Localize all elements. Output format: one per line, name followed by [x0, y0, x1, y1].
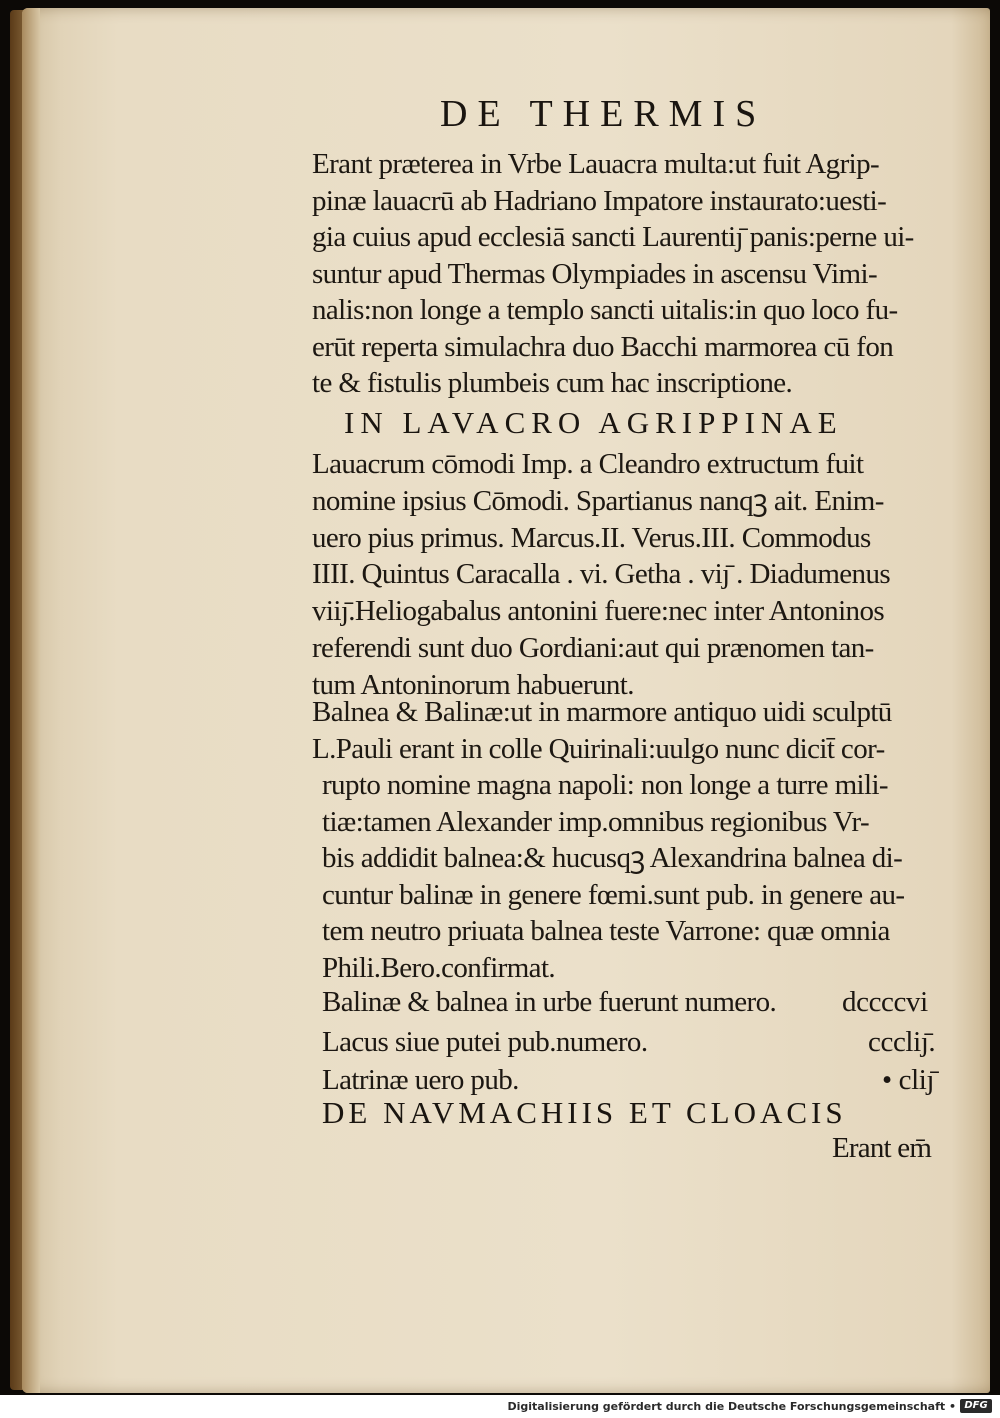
text-line: te & fistulis plumbeis cum hac inscriptione. — [312, 367, 793, 399]
text-line: L.Pauli erant in colle Quirinali:uulgo nunc dicit̄ cor- — [312, 732, 885, 765]
text-line: erūt reperta simulachra duo Bacchi marmorea cū fon — [312, 330, 894, 363]
count-label: Lacus siue putei pub.numero. — [322, 1026, 648, 1058]
text-line: Balnea & Balinæ:ut in marmore antiquo uidi sculptū — [312, 696, 892, 728]
text-line: Phili.Bero.confirmat. — [322, 951, 556, 984]
text-line: viiȷ̄.Heliogabalus antonini fuere:nec inter Antoninos — [312, 595, 885, 628]
running-head: DE THERMIS — [440, 93, 767, 135]
text-line: Lauacrum cōmodi Imp. a Cleandro extructum fuit — [312, 448, 864, 480]
text-line: gia cuius apud ecclesiā sancti Laurentiȷ̄ panis:perne ui- — [312, 221, 914, 253]
text-line: bis addidit balnea:& hucusqꝫ Alexandrina balnea di- — [322, 842, 903, 874]
count-value: • cliȷ̄ — [882, 1064, 935, 1096]
page-gutter-shadow — [22, 8, 40, 1393]
text-line: Erant præterea in Vrbe Lauacra multa:ut fuit Agrip- — [312, 148, 880, 180]
text-line: suntur apud Thermas Olympiades in ascensu Vimi- — [312, 257, 877, 290]
text-line: referendi sunt duo Gordiani:aut qui prænomen tan- — [312, 632, 874, 664]
text-line: tem neutro priuata balnea teste Varrone: quæ omnia — [322, 915, 890, 947]
section-heading: DE NAVMACHIIS ET CLOACIS — [322, 1095, 847, 1130]
count-label: Latrinæ uero pub. — [322, 1064, 519, 1096]
text-line: IIII. Quintus Caracalla . vi. Getha . viȷ̄ . Diadumenus — [312, 558, 891, 591]
text-line: tum Antoninorum habuerunt. — [312, 668, 634, 701]
text-line: pinæ lauacrū ab Hadriano Impatore instaurato:uesti- — [312, 184, 887, 217]
catchword: Erant em̄ — [832, 1132, 932, 1164]
digitization-footer — [0, 1395, 1000, 1418]
count-value: cccliȷ̄. — [868, 1026, 936, 1058]
dfg-logo: DFG — [960, 1399, 992, 1413]
text-line: uero pius primus. Marcus.II. Verus.III. Commodus — [312, 521, 871, 554]
text-line: rupto nomine magna napoli: non longe a turre mili- — [322, 769, 888, 801]
text-line: tiæ:tamen Alexander imp.omnibus regionibus Vr- — [322, 805, 870, 838]
count-label: Balinæ & balnea in urbe fuerunt numero. — [322, 986, 777, 1018]
funding-credit: Digitalisierung gefördert durch die Deutsche Forschungsgemeinschaft • — [507, 1400, 956, 1413]
count-value: dccccvi — [842, 986, 928, 1018]
text-line: cuntur balinæ in genere fœmi.sunt pub. in genere au- — [322, 878, 905, 911]
text-line: nomine ipsius Cōmodi. Spartianus nanqꝫ ait. Enim- — [312, 484, 884, 517]
text-line: nalis:non longe a templo sancti uitalis:in quo loco fu- — [312, 294, 898, 326]
inscription-heading: IN LAVACRO AGRIPPINAE — [344, 405, 843, 440]
